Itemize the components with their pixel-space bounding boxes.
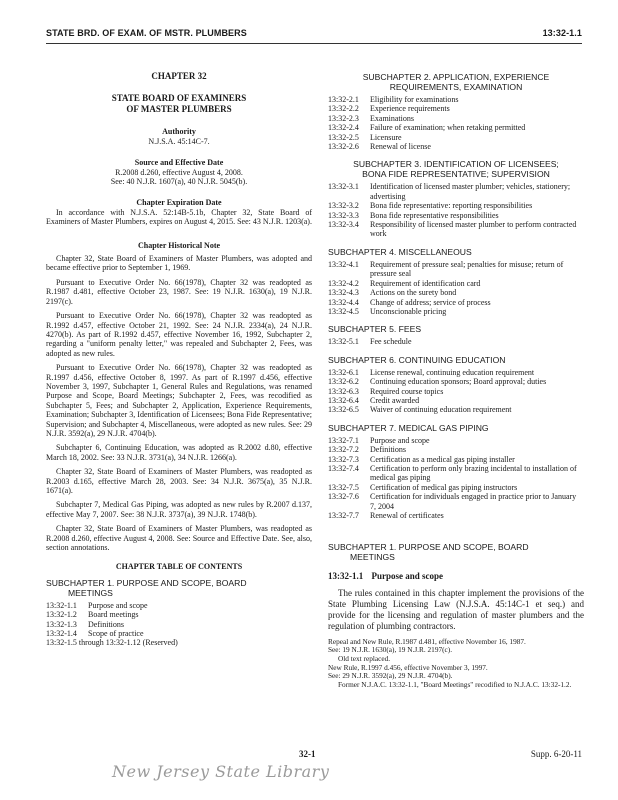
history-paragraph: Pursuant to Executive Order No. 66(1978), Chapter 32 was readopted as R.1992 d.457, effective October 21, 1992. See: 24 N.J.R. 2334(a), 24 N.J.R. 4270(b). As part of R.1992 d.457, effective November 16, 1992, Subchapter 2, regarding a "uniform penalty letter," was repealed and Subchapter 2, Fees, was adopted as new rules. — [46, 311, 312, 358]
toc-entry-number: 13:32-6.1 — [328, 367, 359, 377]
header-rule — [46, 43, 582, 44]
toc-entry-number: 13:32-3.1 — [328, 182, 359, 192]
toc-entry-title: Credit awarded — [370, 395, 420, 405]
supplement-date: Supp. 6-20-11 — [530, 749, 582, 759]
chapter-title — [46, 93, 312, 115]
toc-subchapter-1-list — [46, 601, 312, 648]
toc-subchapter-2-heading — [328, 72, 584, 92]
toc-entry-title: Fee schedule — [370, 337, 412, 347]
toc-subchapter-3-list — [328, 182, 584, 238]
toc-entry-title: Purpose and scope — [88, 600, 148, 610]
toc-entry-title: Requirement of identification card — [370, 278, 481, 288]
toc-entry[interactable] — [328, 211, 584, 220]
chapter-number: CHAPTER 32 — [151, 71, 207, 81]
subchapter-1-heading — [328, 542, 584, 562]
header-section-number: 13:32-1.1 — [542, 28, 582, 38]
toc-entry-number: 13:32-7.7 — [328, 511, 359, 520]
toc-entry-number: 13:32-7.3 — [328, 454, 359, 464]
subchapter-1-line2: MEETINGS — [350, 552, 395, 563]
toc-entry[interactable] — [328, 307, 584, 316]
toc-subchapter-1-heading — [46, 578, 312, 598]
toc-entry-number: 13:32-1.1 — [46, 600, 77, 610]
toc-entry[interactable] — [328, 288, 584, 297]
toc-entry[interactable] — [328, 260, 584, 279]
toc-entry-number: 13:32-3.2 — [328, 201, 359, 211]
chapter-title-line1: STATE BOARD OF EXAMINERS — [111, 93, 247, 104]
toc-entry[interactable] — [328, 201, 584, 210]
toc-entry[interactable] — [328, 405, 584, 414]
toc-entry-number: 13:32-5.1 — [328, 337, 359, 347]
toc-entry[interactable] — [328, 133, 584, 142]
toc-subchapter-7-list — [328, 436, 584, 521]
toc-entry[interactable] — [328, 492, 584, 511]
page-number: 32-1 — [299, 749, 316, 759]
toc-entry[interactable] — [328, 279, 584, 288]
toc-entry-title: Licensure — [370, 132, 402, 142]
toc-entry[interactable] — [328, 298, 584, 307]
expiration-text: In accordance with N.J.S.A. 52:14B-5.1b, Chapter 32, State Board of Examiners of Master Plumbers, expires on August 4, 2015. See: 43 N.J.R. 1203(a). — [46, 207, 312, 227]
toc-entry-title: Continuing education sponsors; Board approval; duties — [370, 377, 547, 387]
toc-entry-title: Scope of practice — [88, 629, 144, 639]
toc-subchapter-5-list — [328, 337, 584, 346]
toc-entry-number: 13:32-4.5 — [328, 306, 359, 316]
toc-entry-number: 13:32-4.4 — [328, 297, 359, 307]
toc-entry-number: 13:32-2.1 — [328, 95, 359, 104]
history-note: Former N.J.A.C. 13:32-1.1, "Board Meetings" recodified to N.J.A.C. 13:32-1.2. — [338, 679, 572, 689]
history-paragraph: Subchapter 6, Continuing Education, was adopted as R.2002 d.80, effective March 18, 2002. See: 33 N.J.R. 3731(a), 34 N.J.R. 1266(a). — [46, 443, 312, 462]
toc-entry-number: 13:32-2.2 — [328, 104, 359, 114]
toc-entry[interactable] — [46, 610, 312, 619]
library-watermark: New Jersey State Library — [112, 762, 330, 781]
section-body: The rules contained in this chapter implement the provisions of the State Plumbing Licensing Law (N.J.S.A. 45:14C-1 et seq.) and provide for the licensing and regulation of master plumbers and the regulation of plumbing contractors. — [328, 587, 584, 631]
toc-entry-title: Actions on the surety bond — [370, 288, 457, 298]
toc-entry-number: 13:32-7.1 — [328, 435, 359, 445]
toc-entry-title: Unconscionable pricing — [370, 306, 447, 316]
toc-entry-number: 13:32-7.4 — [328, 463, 359, 473]
toc-entry-number: 13:32-7.2 — [328, 445, 359, 455]
toc-entry[interactable] — [328, 368, 584, 377]
toc-entry-title: Certification of medical gas piping instructors — [370, 482, 518, 492]
toc-entry-title: Renewal of license — [370, 142, 431, 152]
toc-entry[interactable] — [46, 601, 312, 610]
toc-subchapter-4-list — [328, 260, 584, 316]
section-number: 13:32-1.1 — [328, 571, 364, 582]
history-paragraph: Pursuant to Executive Order No. 66(1978), Chapter 32 was readopted as R.1997 d.456, effective October 8, 1997. As part of R.1997 d.456, effective November 3, 1997, Subchapter 1, General Rules and Regulations, was renamed Purpose and Scope, Board Meetings; Subchapter 2, Fees, was recodified as Subchapter 5, Fees; and Subchapter 2, Application, Experience Requirements, Examination; Subchapter 3, Identification of Licensees; Bona Fide Representative; Supervision; and Subchapter 4, Miscellaneous, were adopted as new rules. See: 29 N.J.R. 3592(a), 29 N.J.R. 4704(b). — [46, 363, 312, 438]
toc-entry-title: Bona fide representative: reporting responsibilities — [370, 201, 533, 211]
toc-entry-number: 13:32-2.6 — [328, 142, 359, 152]
toc-entry-number: 13:32-1.2 — [46, 610, 77, 620]
toc-entry-number: 13:32-2.5 — [328, 132, 359, 142]
toc-subchapter-5-heading: SUBCHAPTER 5. FEES — [328, 324, 422, 335]
history-note: See: 19 N.J.R. 1630(a), 19 N.J.R. 2197(c). — [328, 645, 453, 655]
toc-entry-number: 13:32-2.4 — [328, 123, 359, 133]
history-paragraph: Chapter 32, State Board of Examiners of Master Plumbers, was adopted and became effective prior to September 1, 1969. — [46, 254, 312, 273]
toc-entry-number: 13:32-6.2 — [328, 377, 359, 387]
toc-subchapter-2-list — [328, 95, 584, 151]
toc-entry-title: Examinations — [370, 113, 414, 123]
toc-entry-number: 13:32-4.1 — [328, 259, 359, 269]
toc-entry-title: Purpose and scope — [370, 435, 430, 445]
source-text-2: See: 40 N.J.R. 1607(a), 40 N.J.R. 5045(b). — [110, 177, 248, 187]
toc-subchapter-3-line2: BONA FIDE REPRESENTATIVE; SUPERVISION — [362, 169, 550, 180]
toc-entry[interactable] — [328, 436, 584, 445]
toc-entry-title: Required course topics — [370, 386, 444, 396]
toc-entry-title: Failure of examination; when retaking permitted — [370, 123, 526, 133]
toc-entry-title: Eligibility for examinations — [370, 95, 459, 104]
toc-entry[interactable] — [46, 620, 312, 629]
toc-entry[interactable] — [328, 104, 584, 113]
history-paragraph: Pursuant to Executive Order No. 66(1978), Chapter 32 was readopted as R.1987 d.481, effective October 23, 1987. See: 19 N.J.R. 1630(a), 19 N.J.R. 2197(c). — [46, 277, 312, 306]
history-paragraph: Chapter 32, State Board of Examiners of Master Plumbers, was readopted as R.2003 d.165, effective March 28, 2003. See: 34 N.J.R. 3675(a), 35 N.J.R. 1671(a). — [46, 467, 312, 495]
toc-entry-number: 13:32-4.3 — [328, 288, 359, 298]
toc-entry[interactable] — [328, 123, 584, 132]
toc-entry-number: 13:32-2.3 — [328, 113, 359, 123]
toc-entry-title: Board meetings — [88, 610, 139, 620]
toc-entry-number: 13:32-3.3 — [328, 210, 359, 220]
section-title: Purpose and scope — [371, 571, 444, 582]
toc-subchapter-4-heading: SUBCHAPTER 4. MISCELLANEOUS — [328, 246, 472, 257]
toc-entry[interactable] — [328, 95, 584, 104]
toc-entry-number: 13:32-6.4 — [328, 395, 359, 405]
history-note: Old text replaced. — [338, 654, 391, 663]
right-column — [328, 72, 584, 689]
section-heading — [328, 572, 584, 581]
toc-entry-number: 13:32-7.5 — [328, 482, 359, 492]
toc-entry-title: Responsibility of licensed master plumber to perform contracted work — [370, 220, 577, 239]
subchapter-1-line1: SUBCHAPTER 1. PURPOSE AND SCOPE, BOARD — [328, 542, 529, 553]
toc-entry-number: 13:32-1.3 — [46, 619, 77, 629]
toc-entry[interactable] — [328, 483, 584, 492]
toc-entry[interactable] — [328, 220, 584, 239]
toc-entry[interactable] — [328, 114, 584, 123]
toc-entry-title: Change of address; service of process — [370, 297, 491, 307]
toc-entry-title: Definitions — [88, 619, 124, 629]
history-notes — [328, 638, 584, 690]
toc-subchapter-1-line2: MEETINGS — [68, 587, 113, 598]
left-column — [46, 72, 312, 656]
history-note: Repeal and New Rule, R.1987 d.481, effective November 16, 1987. — [328, 636, 526, 646]
expiration-heading: Chapter Expiration Date — [136, 198, 222, 208]
toc-subchapter-7-heading: SUBCHAPTER 7. MEDICAL GAS PIPING — [328, 422, 489, 433]
toc-entry[interactable] — [328, 455, 584, 464]
toc-entry-number: 13:32-1.4 — [46, 629, 77, 639]
source-heading: Source and Effective Date — [134, 158, 224, 168]
authority-heading: Authority — [162, 127, 196, 137]
toc-entry-title: Experience requirements — [370, 104, 450, 114]
toc-entry-title: Waiver of continuing education requirement — [370, 405, 512, 415]
toc-subchapter-2-line1: SUBCHAPTER 2. APPLICATION, EXPERIENCE — [362, 72, 550, 82]
history-note: New Rule, R.1997 d.456, effective November 3, 1997. — [328, 662, 488, 672]
toc-entry-title: Bona fide representative responsibilities — [370, 210, 499, 220]
toc-entry-title: Identification of licensed master plumber; vehicles, stationery; advertising — [370, 182, 571, 201]
toc-subchapter-1-line1: SUBCHAPTER 1. PURPOSE AND SCOPE, BOARD — [46, 577, 247, 588]
toc-subchapter-3-line1: SUBCHAPTER 3. IDENTIFICATION OF LICENSEES; — [353, 159, 559, 170]
authority-text: N.J.S.A. 45:14C-7. — [148, 136, 210, 146]
toc-entry-number: 13:32-6.3 — [328, 386, 359, 396]
toc-subchapter-6-list — [328, 368, 584, 415]
history-note: See: 29 N.J.R. 3592(a), 29 N.J.R. 4704(b). — [328, 671, 453, 681]
toc-entry[interactable] — [328, 387, 584, 396]
toc-entry[interactable] — [328, 337, 584, 346]
toc-entry[interactable] — [328, 396, 584, 405]
toc-entry[interactable] — [328, 511, 584, 520]
toc-entry-reserved[interactable]: 13:32-1.5 through 13:32-1.12 (Reserved) — [46, 638, 178, 648]
chapter-title-line2: OF MASTER PLUMBERS — [126, 104, 232, 115]
toc-subchapter-2-line2: REQUIREMENTS, EXAMINATION — [389, 82, 523, 92]
toc-entry[interactable] — [328, 142, 584, 151]
toc-entry-number: 13:32-6.5 — [328, 405, 359, 415]
running-header — [46, 28, 582, 42]
toc-entry[interactable] — [328, 464, 584, 483]
toc-entry[interactable] — [328, 445, 584, 454]
toc-subchapter-6-heading: SUBCHAPTER 6. CONTINUING EDUCATION — [328, 354, 506, 365]
toc-entry[interactable] — [46, 629, 312, 638]
toc-entry-title: Requirement of pressure seal; penalties for misuse; return of pressure seal — [370, 259, 564, 279]
history-paragraph: Subchapter 7, Medical Gas Piping, was adopted as new rules by R.2007 d.137, effective May 7, 2007. See: 38 N.J.R. 3737(a), 39 N.J.R. 1748(b). — [46, 500, 312, 519]
toc-entry-title: Definitions — [370, 445, 406, 455]
toc-entry-number: 13:32-3.4 — [328, 220, 359, 230]
toc-entry-title: License renewal, continuing education requirement — [370, 367, 535, 377]
toc-entry-title: Certification to perform only brazing incidental to installation of medical gas piping — [370, 463, 577, 483]
toc-entry[interactable] — [328, 377, 584, 386]
toc-heading: CHAPTER TABLE OF CONTENTS — [115, 562, 243, 572]
history-heading: Chapter Historical Note — [137, 240, 221, 250]
toc-entry[interactable] — [328, 182, 584, 201]
toc-entry-title: Renewal of certificates — [370, 511, 444, 520]
toc-subchapter-3-heading — [328, 159, 584, 179]
header-title: STATE BRD. OF EXAM. OF MSTR. PLUMBERS — [46, 28, 247, 38]
toc-entry-number: 13:32-4.2 — [328, 278, 359, 288]
toc-entry-title: Certification as a medical gas piping installer — [370, 454, 515, 464]
history-paragraph: Chapter 32, State Board of Examiners of Master Plumbers, was readopted as R.2008 d.260, effective August 4, 2008. See: Source and Effective Date. See, also, section annotations. — [46, 524, 312, 553]
source-text-1: R.2008 d.260, effective August 4, 2008. — [115, 167, 243, 177]
toc-entry-title: Certification for individuals engaged in practice prior to January 7, 2004 — [370, 492, 577, 511]
toc-entry-number: 13:32-7.6 — [328, 492, 359, 502]
